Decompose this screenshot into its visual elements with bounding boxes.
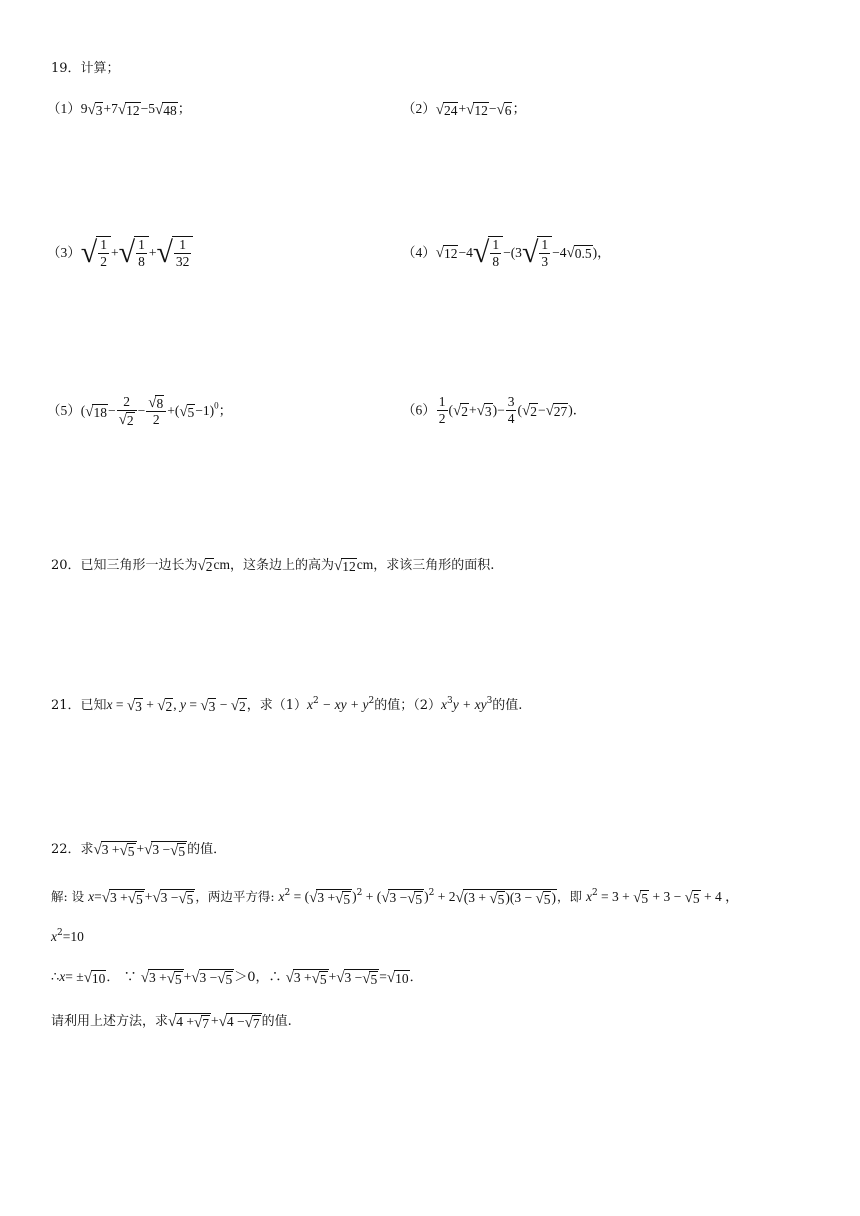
term: −4 [458,245,473,260]
nested-sqrt: √3 −√5 [191,969,233,988]
var: x [59,969,66,985]
paren: ) [352,889,357,905]
punct: ； [512,101,526,116]
text: ，即 [556,889,586,905]
text: ，求（1） [246,698,308,713]
sqrt: √5 [684,890,700,906]
text: ，求该三角形的面积. [373,558,495,573]
op: = 3 + [597,889,634,905]
exponent: 3 [446,696,453,706]
paren: ( [80,403,86,419]
q19-part5 [47,394,232,428]
expr: − xy + [318,697,363,712]
sqrt: √5 [633,890,649,906]
sqrt: √12 [334,557,356,574]
exponent: 2 [428,888,435,899]
text: ＞0，∴ [234,970,286,986]
exponent: 0 [214,400,219,411]
op: + [458,101,467,116]
q22-ask [51,1012,292,1031]
therefore: ∴ [51,970,60,986]
text: 的值． [187,842,227,858]
var: y [180,697,187,712]
expr: y + xy [452,697,487,712]
var: x [106,697,113,712]
unit: cm [356,557,374,572]
q19-heading: 19．计算； [51,61,120,76]
punct: , [173,697,181,712]
sqrt: √2 [521,402,537,419]
op: + 3 − [649,889,685,905]
text: 21．已知 [51,698,107,713]
fraction: $\frac{3}{4}$ [507,394,515,426]
sqrt: √12 [435,245,458,262]
op: + [144,889,153,905]
term: +7 [103,101,118,116]
paren: ( [448,402,453,418]
text: ，两边平方得: [195,889,279,905]
nested-sqrt: √4 −√7 [218,1013,260,1032]
paren: ) [424,889,429,905]
op: + [468,402,477,418]
var: y [362,697,369,712]
fraction: $\frac{2}{√2}$ [117,394,137,428]
op: − [216,697,231,712]
sqrt: √2 [157,697,173,714]
q22-solution-line3 [51,968,423,987]
term: −5 [140,101,155,116]
exponent: 2 [368,696,375,706]
exponent: 2 [356,888,363,899]
var: x [307,697,314,712]
nested-sqrt: √3 +√5 [101,889,143,908]
punct: ． [106,970,120,986]
unit: cm [213,557,231,572]
var: x [585,889,592,905]
part-number: （3） [47,245,81,260]
sqrt: √24 [435,102,458,119]
text: 的值；（2） [374,698,441,713]
sqrt: √12 [466,102,488,119]
fraction: $\frac{√8}{2}$ [146,394,166,428]
sqrt: √10 [83,970,106,986]
sqrt-fraction: √ $\frac{1}{8}$ [473,236,503,270]
op: + [183,969,192,985]
op: + [328,969,337,985]
punct: ； [177,101,192,116]
part-number: （4） [402,245,436,260]
punct: )， [592,245,611,260]
op: + 2 [434,889,456,905]
punct: ． [409,970,423,986]
punct: ； [218,403,233,419]
sqrt: √2 [230,697,246,714]
sqrt: √5 [179,403,195,420]
op: + [142,697,158,712]
nested-sqrt: √3 −√5 [144,841,186,860]
var: x [51,929,57,944]
text: 请利用上述方法，求 [51,1014,169,1030]
exponent: 3 [486,696,493,706]
q19-part3 [47,236,193,270]
op: = [112,697,127,712]
text: 22．求 [51,842,94,858]
part-number: （6） [402,402,436,418]
q22 [51,840,226,859]
exponent: 2 [57,928,63,938]
because: ∵ [119,970,141,986]
op: )− [492,402,505,418]
nested-sqrt: √3 +√5 [285,969,327,988]
sqrt: √0.5 [566,245,592,262]
sqrt: √3 [200,697,216,714]
big-sqrt: √(3 + √5)(3 − √5) [455,889,556,908]
q19-part4 [402,236,611,270]
text: 的值. [261,1014,292,1030]
part-number: （1） [47,101,81,116]
exponent: 2 [284,888,291,899]
q20 [51,556,494,575]
op: + 4 ， [700,889,739,905]
expr: =10 [62,929,84,944]
sqrt: √18 [85,403,107,420]
exponent: 2 [591,888,598,899]
sqrt: √6 [496,102,512,119]
sqrt: √48 [154,102,177,119]
sqrt: √12 [117,102,140,119]
fraction: $\frac{1}{2}$ [438,394,446,426]
nested-sqrt: √3 +√5 [140,969,182,988]
coefficient: 9 [80,101,88,116]
op: +( [167,403,180,419]
op: + [110,245,119,260]
term: −4 [552,245,567,260]
term: −1) [195,403,215,419]
var: x [440,697,447,712]
op: − [488,101,497,116]
text: ，这条边上的高为 [230,558,335,573]
nested-sqrt: √3 +√5 [93,841,135,860]
part-number: （2） [402,101,436,116]
text: 的值. [492,698,523,713]
paren: ( [517,402,522,418]
op: − [107,403,116,419]
op: + [136,841,145,857]
sqrt: √27 [545,402,568,419]
sqrt-fraction: √ $\frac{1}{2}$ [81,236,111,270]
sqrt-fraction: √ $\frac{1}{8}$ [119,236,149,270]
q22-solution-line2 [51,928,84,947]
op: = ( [290,889,310,905]
sqrt: √2 [453,402,468,419]
sqrt: √3 [87,102,103,119]
nested-sqrt: √3 −√5 [152,889,194,908]
op: = [379,969,387,985]
q19-part1 [47,100,191,119]
sqrt: √10 [386,970,409,986]
nested-sqrt: √3 −√5 [336,969,378,988]
sqrt-fraction: √ $\frac{1}{3}$ [522,236,552,270]
op: − [537,402,546,418]
exponent: 2 [313,696,319,706]
part-number: （5） [47,403,81,419]
punct: )． [568,402,587,418]
var: x [278,889,285,905]
sqrt-fraction: √ $\frac{1}{32}$ [156,236,193,270]
op: = [94,889,102,905]
q21 [51,696,522,715]
text: 解: 设 [51,889,89,905]
op: + [210,1013,219,1029]
op: + ( [362,889,382,905]
sqrt: √2 [197,557,213,574]
q19-part6 [402,394,586,427]
op: + [148,245,157,260]
nested-sqrt: √3 −√5 [381,889,423,908]
text: 20．已知三角形一边长为 [51,558,198,573]
op: = ± [65,969,84,985]
var: x [88,889,95,905]
nested-sqrt: √3 +√5 [309,889,351,908]
nested-sqrt: √4 +√7 [168,1013,209,1032]
q19-part2 [402,100,526,119]
sqrt: √3 [126,697,142,714]
op: = [186,697,201,712]
op: − [137,403,146,419]
term: −(3 [503,245,522,260]
q22-solution-line1 [51,888,739,907]
sqrt: √3 [476,402,492,419]
